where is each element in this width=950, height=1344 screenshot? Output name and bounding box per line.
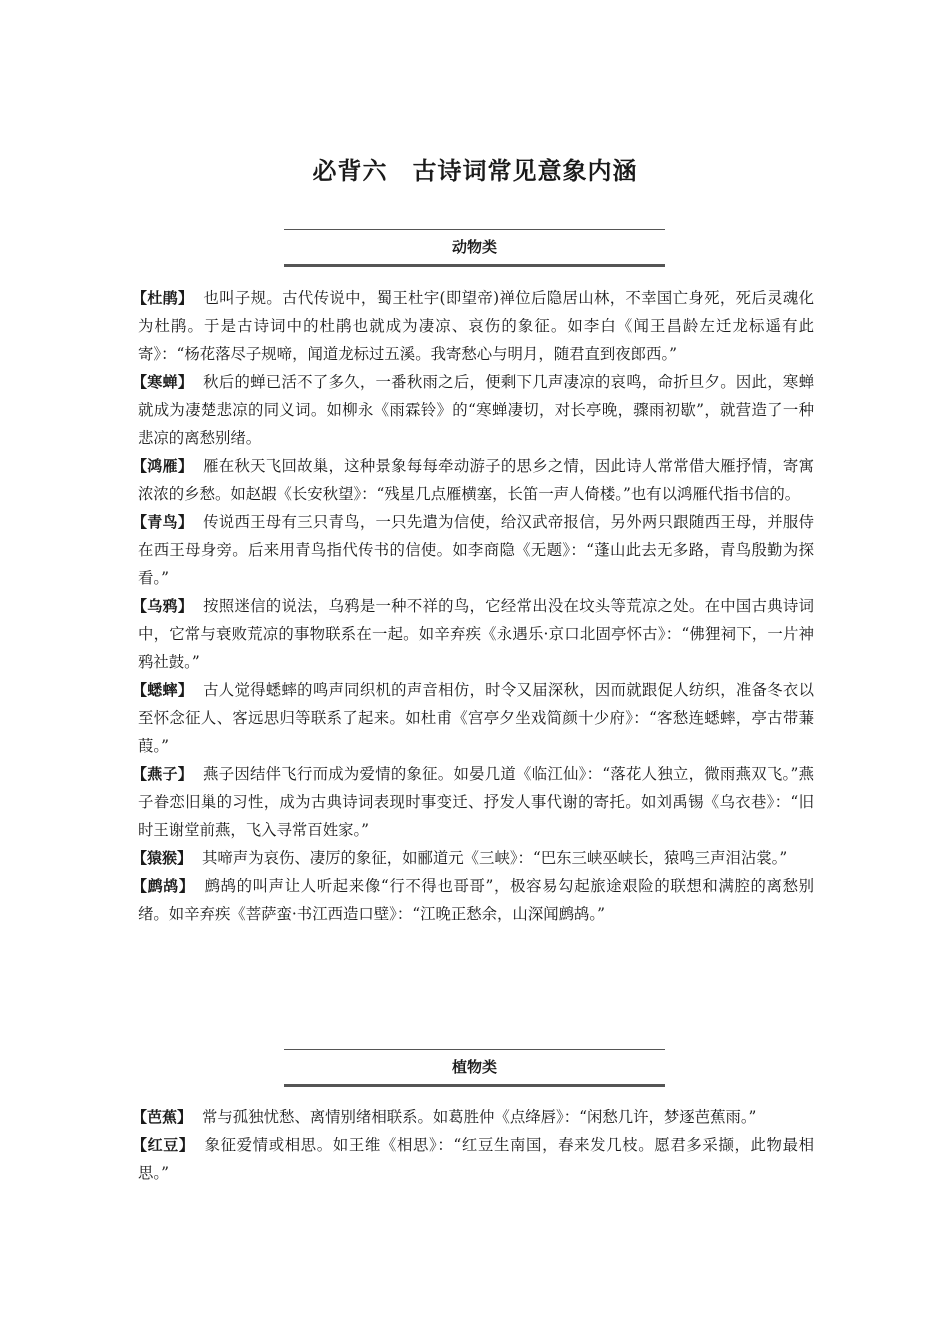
entry-term: 【鸿雁】: [132, 457, 194, 475]
entry-term: 【红豆】: [132, 1136, 195, 1154]
section-header-animals: 动物类: [284, 229, 665, 267]
entry-text: 传说西王母有三只青鸟，一只先遣为信使，给汉武帝报信，另外两只跟随西王母，并服侍在西王母身旁。后来用青鸟指代传书的信使。如李商隐《无题》：“蓬山此去无多路，青鸟殷勤为探看。”: [138, 513, 814, 587]
entry-text: 其啼声为哀伤、凄厉的象征，如郦道元《三峡》：“巴东三峡巫峡长，猿鸣三声泪沾裳。”: [202, 849, 788, 867]
entry-text: 按照迷信的说法，乌鸦是一种不祥的鸟，它经常出没在坟头等荒凉之处。在中国古典诗词中，它常与衰败荒凉的事物联系在一起。如辛弃疾《永遇乐·京口北固亭怀古》：“佛狸祠下，一片神鸦社鼓。”: [138, 597, 814, 671]
entry-text: 燕子因结伴飞行而成为爱情的象征。如晏几道《临江仙》：“落花人独立，微雨燕双飞。”燕子眷恋旧巢的习性，成为古典诗词表现时事变迁、抒发人事代谢的寄托。如刘禹锡《乌衣巷》：“旧时王谢堂前燕，飞入寻常百姓家。”: [138, 765, 814, 839]
entry-hongyan: [132, 452, 814, 508]
entry-term: 【燕子】: [132, 765, 194, 783]
entry-text: 常与孤独忧愁、离情别绪相联系。如葛胜仲《点绛唇》：“闲愁几许，梦逐芭蕉雨。”: [202, 1108, 757, 1126]
entry-yuanhou: [132, 844, 814, 872]
plant-entries: [132, 1103, 814, 1187]
page-title: 必背六 古诗词常见意象内涵: [312, 157, 638, 185]
entry-xishuai: [132, 676, 814, 760]
entry-term: 【杜鹃】: [132, 289, 194, 307]
entry-term: 【鹧鸪】: [132, 877, 195, 895]
entry-qingniao: [132, 508, 814, 592]
entry-term: 【蟋蟀】: [132, 681, 194, 699]
entry-dujuan: [132, 284, 814, 368]
entry-text: 秋后的蝉已活不了多久，一番秋雨之后，便剩下几声凄凉的哀鸣，命折旦夕。因此，寒蝉就成为凄楚悲凉的同义词。如柳永《雨霖铃》的“寒蝉凄切，对长亭晚，骤雨初歇”，就营造了一种悲凉的离愁别绪。: [138, 373, 814, 447]
entry-term: 【芭蕉】: [132, 1108, 193, 1126]
entry-yanzi: [132, 760, 814, 844]
entry-term: 【猿猴】: [132, 849, 193, 867]
entry-bajiao: [132, 1103, 814, 1131]
entry-text: 象征爱情或相思。如王维《相思》：“红豆生南国，春来发几枝。愿君多采撷，此物最相思。”: [138, 1136, 814, 1182]
entry-wuya: [132, 592, 814, 676]
entry-hongdou: [132, 1131, 814, 1187]
entry-text: 雁在秋天飞回故巢，这种景象每每牵动游子的思乡之情，因此诗人常常借大雁抒情，寄寓浓浓的乡愁。如赵嘏《长安秋望》：“残星几点雁横塞，长笛一声人倚楼。”也有以鸿雁代指书信的。: [138, 457, 814, 503]
entry-hanchan: [132, 368, 814, 452]
entry-zhegu: [132, 872, 814, 928]
entry-term: 【寒蝉】: [132, 373, 194, 391]
entry-text: 鹧鸪的叫声让人听起来像“行不得也哥哥”，极容易勾起旅途艰险的联想和满腔的离愁别绪。如辛弃疾《菩萨蛮·书江西造口壁》：“江晚正愁余，山深闻鹧鸪。”: [138, 877, 814, 923]
entry-text: 也叫子规。古代传说中，蜀王杜宇(即望帝)禅位后隐居山林，不幸国亡身死，死后灵魂化为杜鹃。于是古诗词中的杜鹃也就成为凄凉、哀伤的象征。如李白《闻王昌龄左迁龙标遥有此寄》：“杨花落尽子规啼，闻道龙标过五溪。我寄愁心与明月，随君直到夜郎西。”: [138, 289, 814, 363]
animal-entries: [132, 284, 814, 928]
section-header-plants: 植物类: [284, 1049, 665, 1087]
entry-term: 【青鸟】: [132, 513, 194, 531]
entry-text: 古人觉得蟋蟀的鸣声同织机的声音相仿，时令又届深秋，因而就跟促人纺织，准备冬衣以至怀念征人、客远思归等联系了起来。如杜甫《宫亭夕坐戏简颜十少府》：“客愁连蟋蟀，亭古带蒹葭。”: [138, 681, 814, 755]
entry-term: 【乌鸦】: [132, 597, 194, 615]
